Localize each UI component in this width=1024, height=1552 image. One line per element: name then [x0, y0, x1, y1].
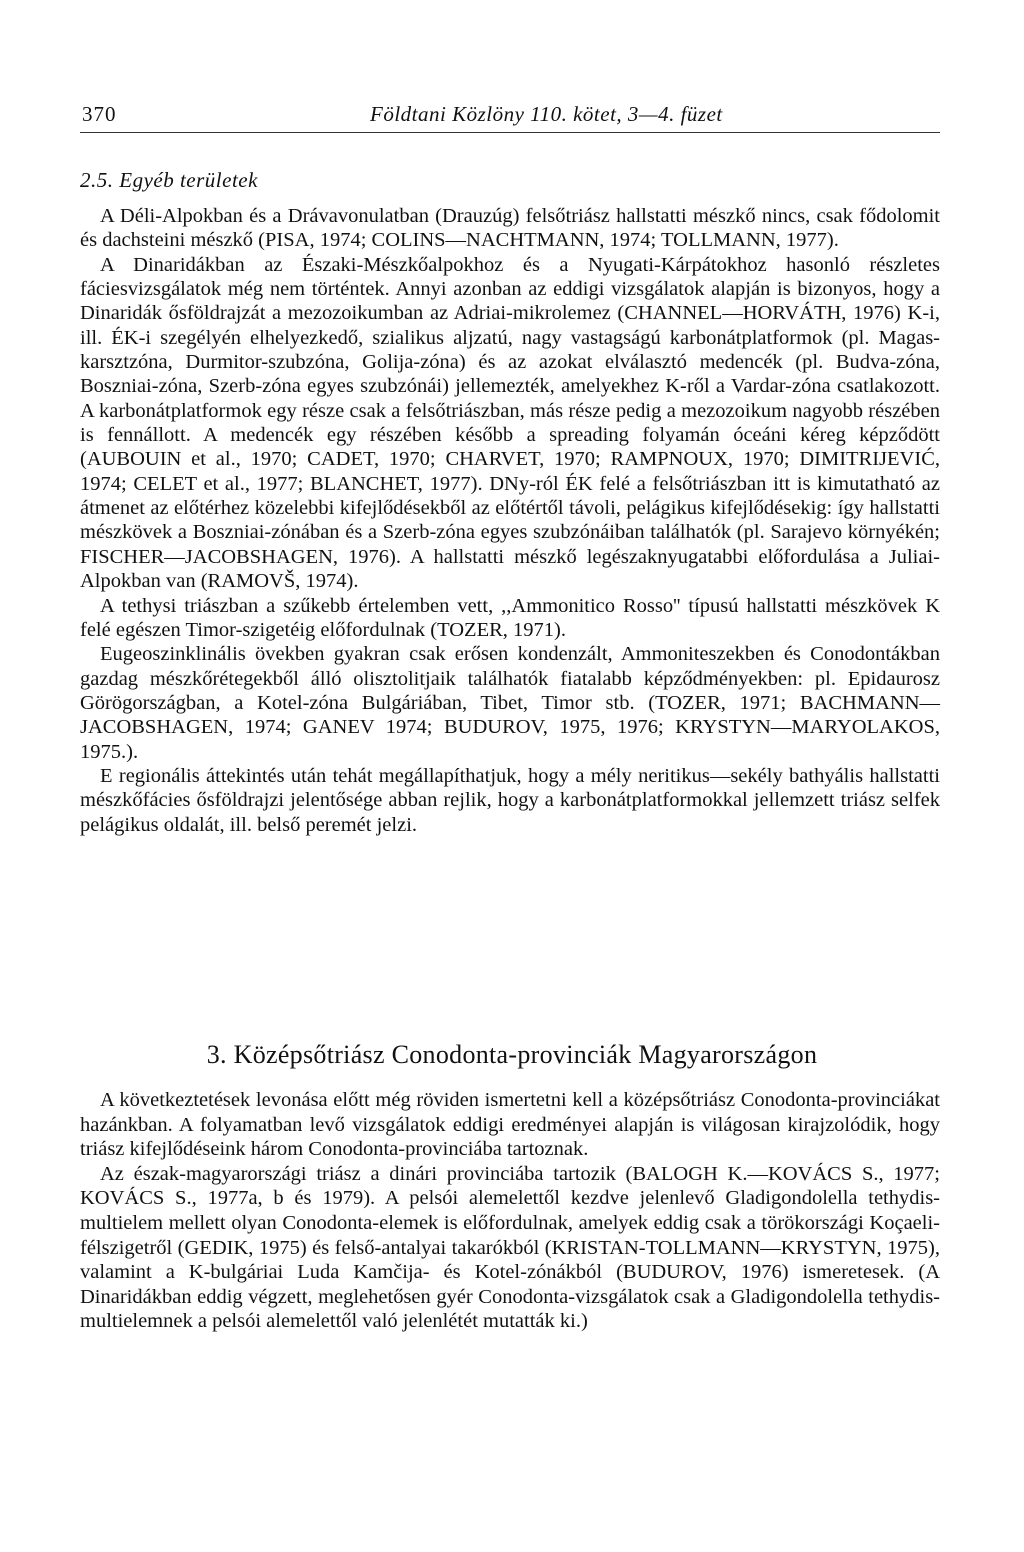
- paragraph: A Déli-Alpokban és a Drávavonulatban (Drauzúg) felsőtriász hallstatti mészkő nincs, csak fődolomit és dachsteini mészkő (PISA, 1974; COLINS—NACHTMANN, 1974; TOLLMANN, 1977).: [80, 205, 940, 252]
- section-2-5-body: [80, 204, 940, 837]
- journal-title: Földtani Közlöny 110. kötet, 3—4. füzet: [370, 102, 723, 126]
- paragraph: Eugeoszinklinális övekben gyakran csak erősen kondenzált, Ammoniteszekben és Conodontákban gazdag mészkőrétegekből álló olisztolitjaik találhatók fiatalabb képződményekben: pl. Epidaurosz Görögországban, a Kotel-zóna Bulgáriában, Tibet, Timor stb. (TOZER, 1971; BACHMANN—JACOBSHAGEN, 1974; GANEV 1974; BUDUROV, 1975, 1976; KRYSTYN—MARYOLAKOS, 1975.).: [80, 643, 940, 763]
- section-3-body: [80, 1088, 940, 1334]
- paragraph: A tethysi triászban a szűkebb értelemben vett, ,,Ammonitico Rosso'' típusú hallstatti mészkövek K felé egészen Timor-szigetéig előfordulnak (TOZER, 1971).: [80, 594, 940, 641]
- paragraph: Az észak-magyarországi triász a dinári provinciába tartozik (BALOGH K.—KOVÁCS S., 1977; KOVÁCS S., 1977a, b és 1979). A pelsói alemelettől kezdve jelenlevő Gladigondolella tethydis-multielem mellett olyan Conodonta-elemek is előfordulnak, amelyek eddig csak a törökországi Koçaeli-félszigetről (GEDIK, 1975) és felső-antalyai takarókból (KRISTAN-TOLLMANN—KRYSTYN, 1975), valamint a K-bulgáriai Luda Kamčija- és Kotel-zónákból (BUDUROV, 1976) ismeretesek. (A Dinaridákban eddig végzett, meglehetősen gyér Conodonta-vizsgálatok csak a Gladigondolella tethydis-multielemnek a pelsói alemelettől való jelenlétét mutatták ki.): [80, 1162, 940, 1333]
- section-2-5-title: 2.5. Egyéb területek: [80, 168, 258, 192]
- running-header: [80, 100, 940, 133]
- section-3-heading: 3. Középsőtriász Conodonta-provinciák Magyarországon: [206, 1040, 818, 1069]
- paragraph: A Dinaridákban az Északi-Mészkőalpokhoz és a Nyugati-Kárpátokhoz hasonló részletes fáciesvizsgálatok még nem történtek. Annyi azonban az eddigi vizsgálatok alapján is bizonyos, hogy a Dinaridák ősföldrajzát a mezozoikumban az Adriai-mikrolemez (CHANNEL—HORVÁTH, 1976) K-i, ill. ÉK-i szegélyén elhelyezkedő, szialikus aljzatú, nagy vastagságú karbonátplatformok (pl. Magas-karsztzóna, Durmitor-szubzóna, Golija-zóna) és az azokat elválasztó medencék (pl. Budva-zóna, Boszniai-zóna, Szerb-zóna egyes szubzónái) jellemezték, amelyekhez K-ről a Vardar-zóna csatlakozott. A karbonátplatformok egy része csak a felsőtriászban, más része pedig a mezozoikum nagyobb részében is fennállott. A medencék egy részében később a spreading folyamán óceáni kéreg képződött (AUBOUIN et al., 1970; CADET, 1970; CHARVET, 1970; RAMPNOUX, 1970; DIMITRIJEVIĆ, 1974; CELET et al., 1977; BLANCHET, 1977). DNy-ról ÉK felé a felsőtriászban itt is kimutatható az átmenet az előtérhez közelebbi kifejlődésekből az előtértől távoli, pelágikus kifejlődésekig: így hallstatti mészkövek a Boszniai-zónában és a Szerb-zóna egyes szubzónáiban találhatók (pl. Sarajevo környékén; FISCHER—JACOBSHAGEN, 1976). A hallstatti mészkő legészaknyugatabbi előfordulása a Juliai-Alpokban van (RAMOVŠ, 1974).: [80, 253, 940, 593]
- paragraph: A következtetések levonása előtt még röviden ismertetni kell a középsőtriász Conodonta-provinciákat hazánkban. A folyamatban levő vizsgálatok eddigi eredményei alapján is világosan kirajzolódik, hogy triász kifejlődéseink három Conodonta-provinciába tartoznak.: [80, 1089, 940, 1161]
- page-number: 370: [82, 102, 117, 126]
- paragraph: E regionális áttekintés után tehát megállapíthatjuk, hogy a mély neritikus—sekély bathyális hallstatti mészkőfácies ősföldrajzi jelentősége abban rejlik, hogy a karbonátplatformokkal jellemzett triász selfek pelágikus oldalát, ill. belső peremét jelzi.: [80, 764, 940, 836]
